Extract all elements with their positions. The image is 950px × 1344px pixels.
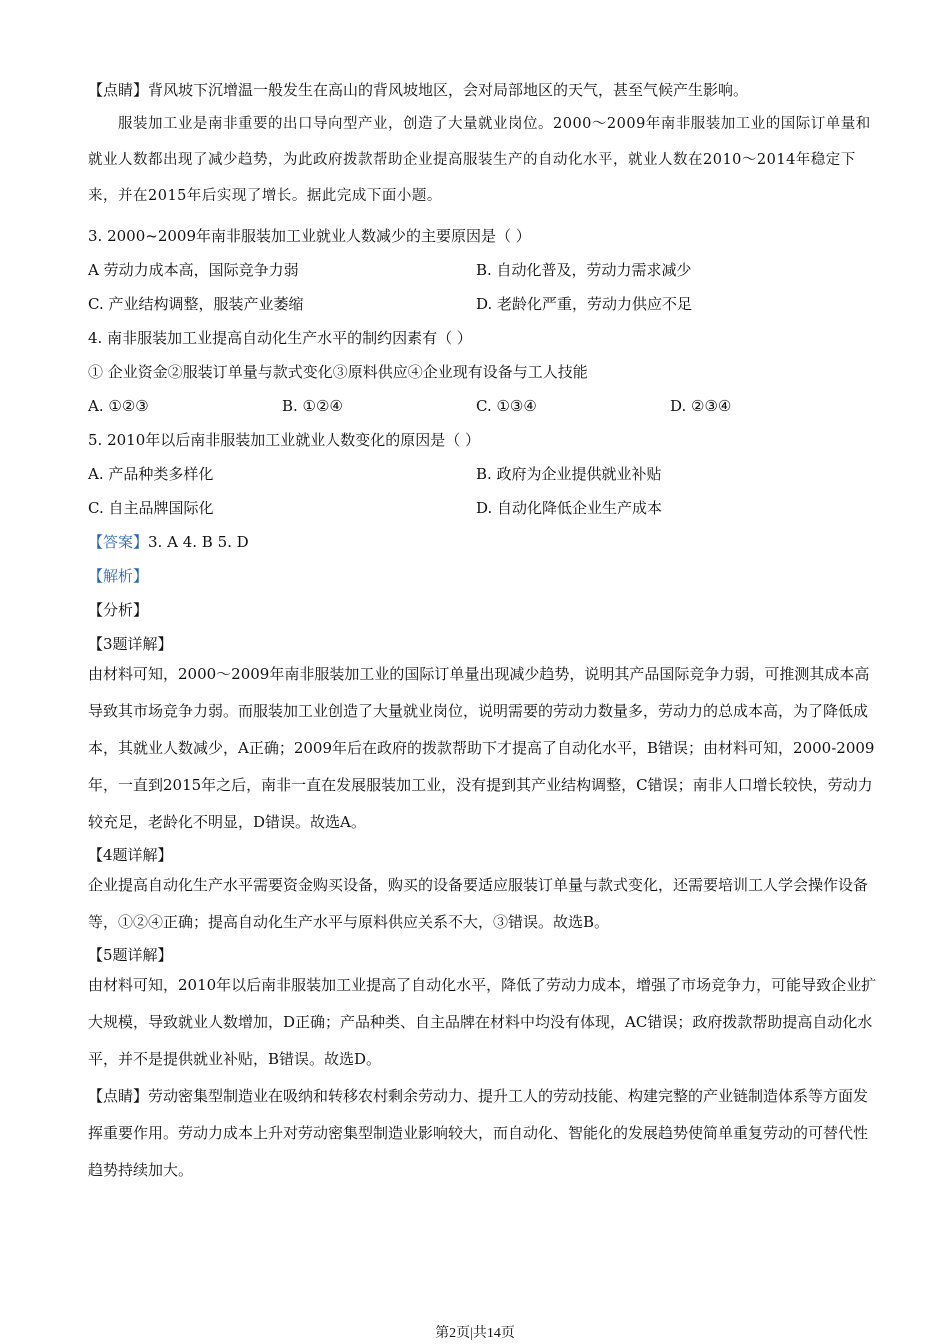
dianjing-note: 【点睛】背风坡下沉增温一般发生在高山的背风坡地区，会对局部地区的天气，甚至气候产生影响。 <box>88 81 749 99</box>
option-d: D. 自动化降低企业生产成本 <box>476 499 663 517</box>
option-a: A. ①②③ <box>88 397 149 415</box>
option-c: C. ①③④ <box>476 397 537 415</box>
question-5-options-row1 <box>88 462 878 486</box>
option-a: A. 产品种类多样化 <box>88 465 214 483</box>
question-4-items: ① 企业资金②服装订单量与款式变化③原料供应④企业现有设备与工人技能 <box>88 363 588 381</box>
material-paragraph: 服装加工业是南非重要的出口导向型产业，创造了大量就业岗位。2000～2009年南非服装加工业的国际订单量和就业人数都出现了减少趋势，为此政府拨款帮助企业提高服装生产的自动化水平，就业人数在2010～2014年稳定下来，并在2015年后实现了增长。据此完成下面小题。 <box>88 116 871 204</box>
option-c: C. 自主品牌国际化 <box>88 499 214 517</box>
detail-3-label: 【3题详解】 <box>88 635 173 653</box>
answer-text: 3. A 4. B 5. D <box>148 533 249 551</box>
question-3-options-row2 <box>88 292 878 316</box>
answer-label: 【答案】 <box>88 533 149 551</box>
option-b: B. 政府为企业提供就业补贴 <box>476 465 662 483</box>
fenxi-label: 【分析】 <box>88 601 149 619</box>
document-body <box>88 78 878 1189</box>
dianjing-summary: 【点睛】劳动密集型制造业在吸纳和转移农村剩余劳动力、提升工人的劳动技能、构建完整的产业链制造体系等方面发挥重要作用。劳动力成本上升对劳动密集型制造业影响较大，而自动化、智能化的发展趋势使简单重复劳动的可替代性趋势持续加大。 <box>88 1087 869 1179</box>
detail-5-text: 由材料可知，2010年以后南非服装加工业提高了自动化水平，降低了劳动力成本，增强了市场竞争力，可能导致企业扩大规模，导致就业人数增加，D正确；产品种类、自主品牌在材料中均没有体现，AC错误；政府拨款帮助提高自动化水平，并不是提供就业补贴，B错误。故选D。 <box>88 976 877 1068</box>
question-5-stem: 5. 2010年以后南非服装加工业就业人数变化的原因是（ ） <box>88 431 481 449</box>
question-5-options-row2 <box>88 496 878 520</box>
option-b: B. 自动化普及，劳动力需求减少 <box>476 261 692 279</box>
question-3-stem: 3. 2000~2009年南非服装加工业就业人数减少的主要原因是（ ） <box>88 227 531 245</box>
answer-line <box>88 530 878 554</box>
option-b: B. ①②④ <box>282 397 343 415</box>
analysis-label: 【解析】 <box>88 567 149 585</box>
detail-5-label: 【5题详解】 <box>88 946 173 964</box>
question-4-options <box>88 394 878 418</box>
option-c: C. 产业结构调整，服装产业萎缩 <box>88 295 304 313</box>
option-d: D. ②③④ <box>670 397 732 415</box>
option-a: A 劳动力成本高，国际竞争力弱 <box>88 261 299 279</box>
question-4-stem: 4. 南非服装加工业提高自动化生产水平的制约因素有（ ） <box>88 329 472 347</box>
option-d: D. 老龄化严重，劳动力供应不足 <box>476 295 693 313</box>
detail-4-label: 【4题详解】 <box>88 846 173 864</box>
page-footer: 第2页|共14页 <box>435 1326 515 1341</box>
detail-3-text: 由材料可知，2000～2009年南非服装加工业的国际订单量出现减少趋势，说明其产品国际竞争力弱，可推测其成本高导致其市场竞争力弱。而服装加工业创造了大量就业岗位，说明需要的劳动力数量多，劳动力的总成本高，为了降低成本，其就业人数减少，A正确；2009年后在政府的拨款帮助下才提高了自动化水平，B错误；由材料可知，2000-2009年，一直到2015年之后，南非一直在发展服装加工业，没有提到其产业结构调整，C错误；南非人口增长较快，劳动力较充足，老龄化不明显，D错误。故选A。 <box>88 665 875 831</box>
detail-4-text: 企业提高自动化生产水平需要资金购买设备，购买的设备要适应服装订单量与款式变化，还需要培训工人学会操作设备等，①②④正确；提高自动化生产水平与原料供应关系不大，③错误。故选B。 <box>88 876 869 931</box>
question-3-options-row1 <box>88 258 878 282</box>
